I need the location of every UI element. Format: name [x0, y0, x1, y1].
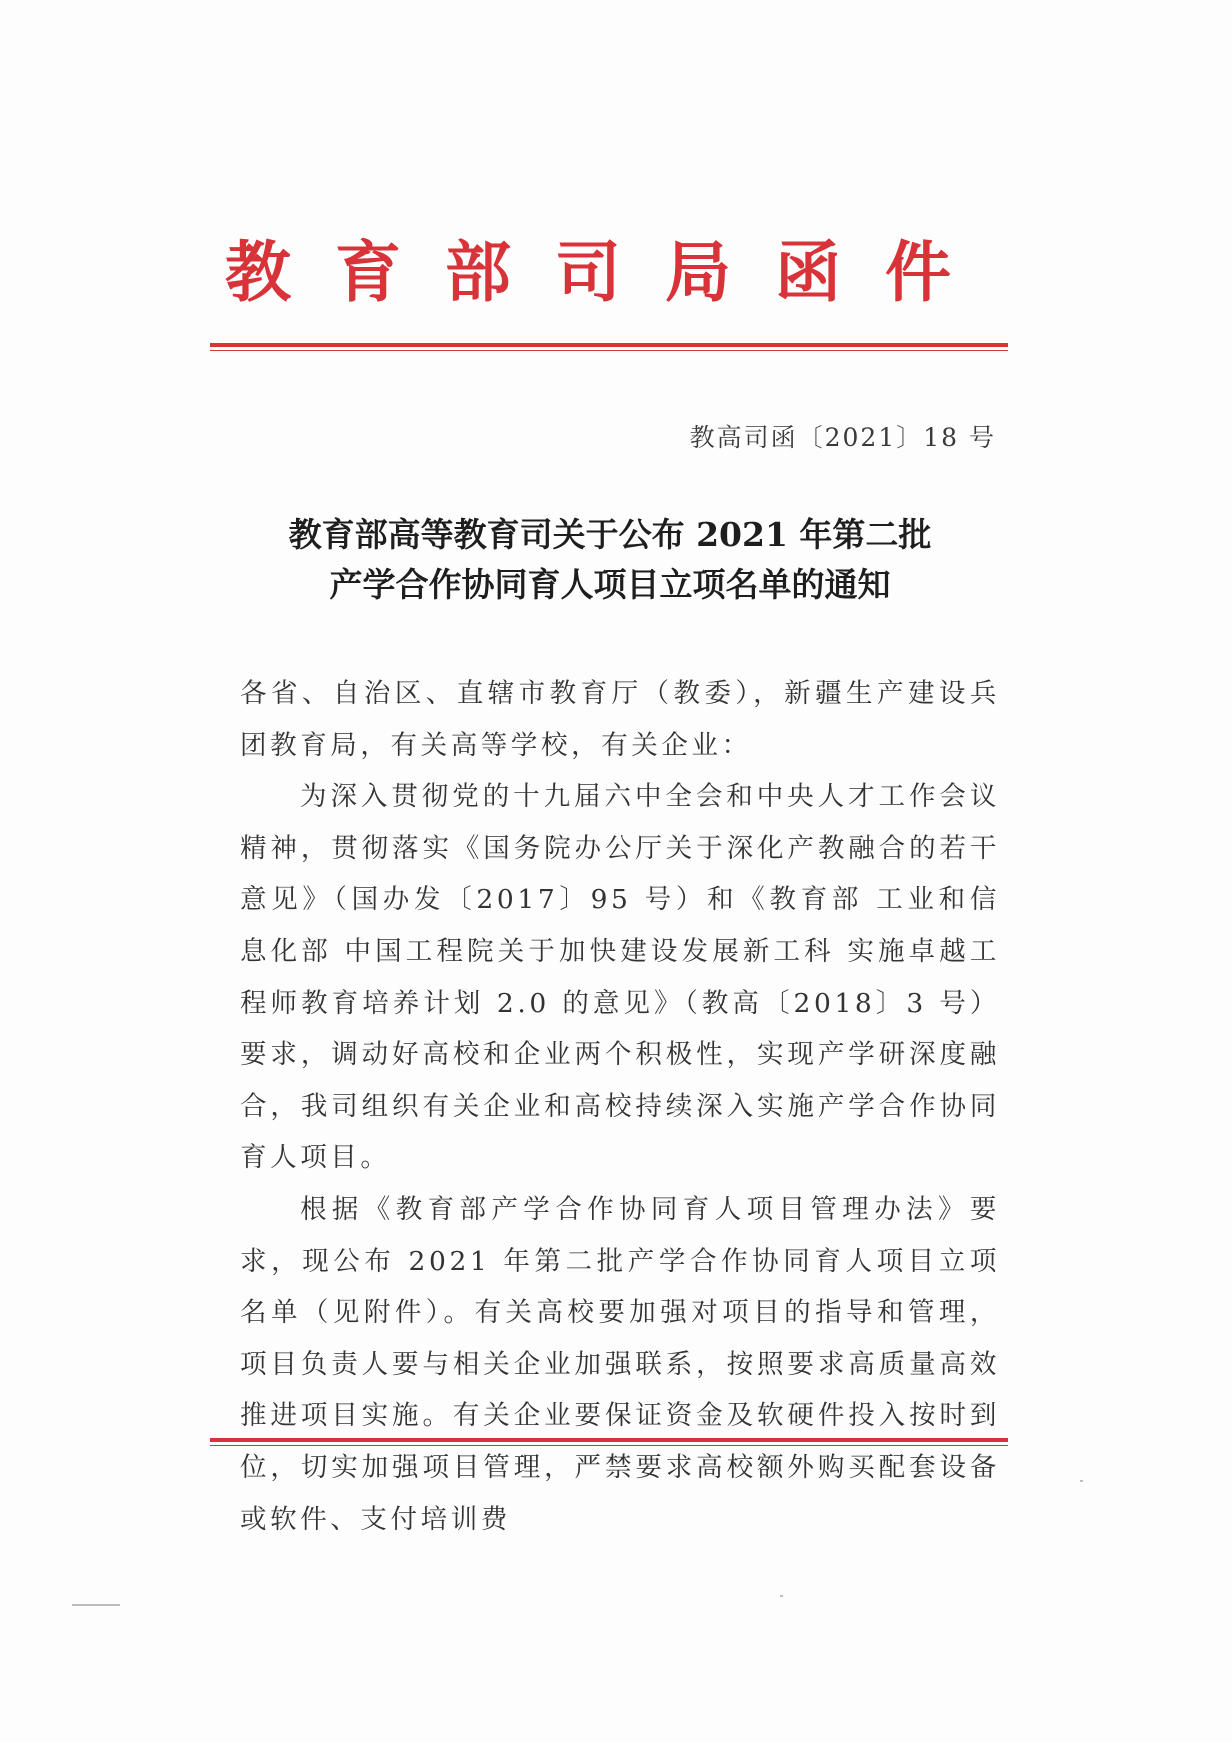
- document-title-line-1: 教育部高等教育司关于公布 2021 年第二批: [288, 515, 932, 554]
- scan-mark: [72, 1604, 120, 1606]
- document-title: [210, 510, 1010, 610]
- document-body: [240, 668, 1000, 1545]
- letterhead-title: 教育部司局函件: [225, 233, 995, 311]
- scan-mark: [1080, 1480, 1083, 1482]
- scan-mark: [780, 1595, 783, 1597]
- document-number: 教高司函〔2021〕18 号: [689, 423, 996, 452]
- footer-red-rule: [210, 1438, 1008, 1446]
- body-paragraph-1: 为深入贯彻党的十九届六中全会和中央人才工作会议精神，贯彻落实《国务院办公厅关于深化产教融合的若干意见》（国办发〔2017〕95 号）和《教育部 工业和信息化部 中国工程院关于加快建设发展新工科 实施卓越工程师教育培养计划 2.0 的意见》（教高〔2018〕3 号）要求，调动好高校和企业两个积极性，实现产学研深度融合，我司组织有关企业和高校持续深入实施产学合作协同育人项目。: [240, 781, 1000, 1174]
- document-title-line-2: 产学合作协同育人项目立项名单的通知: [329, 565, 891, 604]
- body-paragraph-2: 根据《教育部产学合作协同育人项目管理办法》要求，现公布 2021 年第二批产学合作协同育人项目立项名单（见附件）。有关高校要加强对项目的指导和管理，项目负责人要与相关企业加强联系，按照要求高质量高效推进项目实施。有关企业要保证资金及软硬件投入按时到位，切实加强项目管理，严禁要求高校额外购买配套设备或软件、支付培训费: [240, 1193, 1000, 1535]
- letterhead-red-rule: [210, 343, 1008, 351]
- salutation: 各省、自治区、直辖市教育厅（教委），新疆生产建设兵团教育局，有关高等学校，有关企业：: [240, 678, 1000, 761]
